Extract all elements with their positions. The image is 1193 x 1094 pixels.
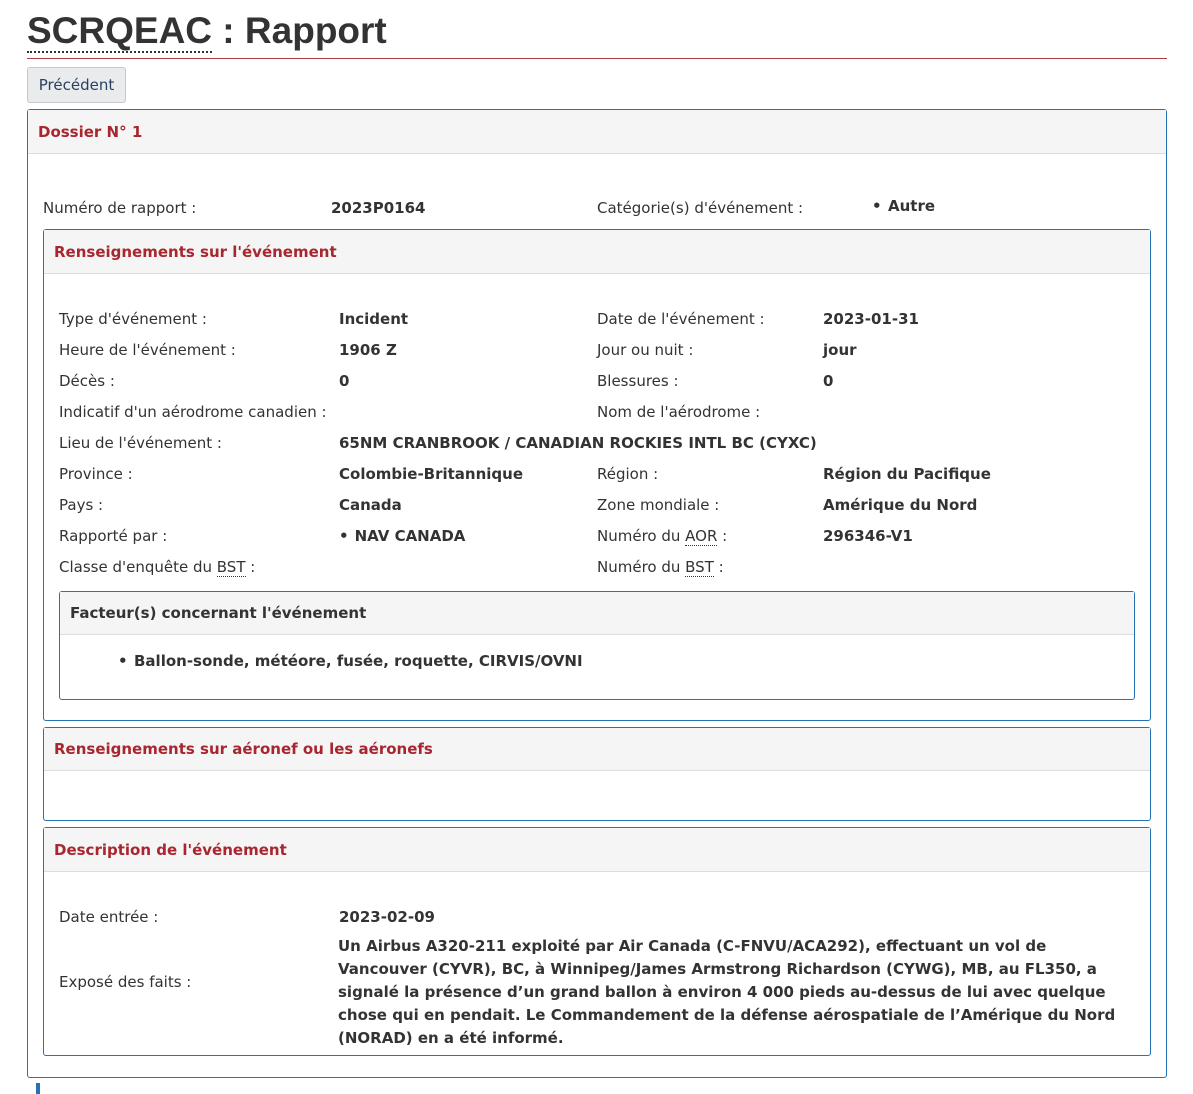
aor-label-prefix: Numéro du xyxy=(597,527,686,545)
reported-by-label: Rapporté par : xyxy=(59,527,168,545)
categories-list xyxy=(872,197,935,215)
aor-value: 296346-V1 xyxy=(823,527,913,545)
aor-abbreviation: AOR xyxy=(685,527,718,545)
world-zone-label: Zone mondiale : xyxy=(597,496,720,514)
tsb-class-label-suffix: : xyxy=(245,558,256,576)
tsb-number-label-suffix: : xyxy=(713,558,724,576)
injuries-label: Blessures : xyxy=(597,372,679,390)
tsb-class-label-prefix: Classe d'enquête du xyxy=(59,558,217,576)
date-entered-label: Date entrée : xyxy=(59,908,159,926)
world-zone-value: Amérique du Nord xyxy=(823,496,978,514)
location-value: 65NM CRANBROOK / CANADIAN ROCKIES INTL BC (CYXC) xyxy=(339,434,817,452)
category-item: • Autre xyxy=(872,197,935,215)
factor-item: • Ballon-sonde, météore, fusée, roquette, CIRVIS/OVNI xyxy=(118,652,583,670)
region-value: Région du Pacifique xyxy=(823,465,991,483)
event-type-label: Type d'événement : xyxy=(59,310,207,328)
day-night-value: jour xyxy=(823,341,857,359)
aerodrome-name-label: Nom de l'aérodrome : xyxy=(597,403,761,421)
tsb-abbreviation: BST xyxy=(216,558,246,576)
aerodrome-id-label: Indicatif d'un aérodrome canadien : xyxy=(59,403,327,421)
tsb-abbreviation: BST xyxy=(685,558,714,576)
previous-button[interactable]: Précédent xyxy=(27,67,126,103)
aircraft-heading: Renseignements sur aéronef ou les aéronefs xyxy=(44,728,1150,771)
narrative-text: Un Airbus A320-211 exploité par Air Canada (C-FNVU/ACA292), effectuant un vol de Vancouver (CYVR), BC, à Winnipeg/James Armstrong Richardson (CYWG), MB, au FL350, a signalé la présence d’un grand ballon à environ 4 000 pieds au-dessus de lui avec quelque chose qui en pendait. Le Commandement de la défense aérospatiale de l’Amérique du Nord (NORAD) en a été informé. xyxy=(338,937,1116,1047)
event-time-value: 1906 Z xyxy=(339,341,397,359)
event-heading: Renseignements sur l'événement xyxy=(44,230,1150,274)
title-abbreviation: SCRQEAC xyxy=(27,10,213,51)
aor-label xyxy=(597,527,727,545)
aor-label-suffix: : xyxy=(717,527,728,545)
scroll-marker xyxy=(36,1083,40,1094)
tsb-number-label xyxy=(597,558,724,576)
reported-by-value: • NAV CANADA xyxy=(339,527,465,545)
aircraft-panel xyxy=(43,727,1151,821)
deaths-label: Décès : xyxy=(59,372,115,390)
tsb-number-label-prefix: Numéro du xyxy=(597,558,686,576)
deaths-value: 0 xyxy=(339,372,350,390)
event-time-label: Heure de l'événement : xyxy=(59,341,236,359)
report-number-value: 2023P0164 xyxy=(331,199,426,217)
event-type-value: Incident xyxy=(339,310,409,328)
narrative-label: Exposé des faits : xyxy=(59,973,192,991)
factors-panel xyxy=(59,591,1135,700)
province-label: Province : xyxy=(59,465,133,483)
report-number-label: Numéro de rapport : xyxy=(43,199,197,217)
factors-heading: Facteur(s) concernant l'événement xyxy=(60,592,1134,635)
categories-label: Catégorie(s) d'événement : xyxy=(597,199,804,217)
day-night-label: Jour ou nuit : xyxy=(597,341,694,359)
tsb-class-label xyxy=(59,558,255,576)
country-label: Pays : xyxy=(59,496,104,514)
event-date-value: 2023-01-31 xyxy=(823,310,919,328)
province-value: Colombie-Britannique xyxy=(339,465,524,483)
location-label: Lieu de l'événement : xyxy=(59,434,222,452)
country-value: Canada xyxy=(339,496,402,514)
description-heading: Description de l'événement xyxy=(44,828,1150,872)
title-text: Rapport xyxy=(244,10,387,51)
factors-list xyxy=(118,652,583,670)
page-title xyxy=(27,8,1167,59)
dossier-heading: Dossier N° 1 xyxy=(28,110,1166,154)
region-label: Région : xyxy=(597,465,659,483)
event-date-label: Date de l'événement : xyxy=(597,310,765,328)
title-separator: : xyxy=(212,10,245,51)
injuries-value: 0 xyxy=(823,372,834,390)
date-entered-value: 2023-02-09 xyxy=(339,908,435,926)
